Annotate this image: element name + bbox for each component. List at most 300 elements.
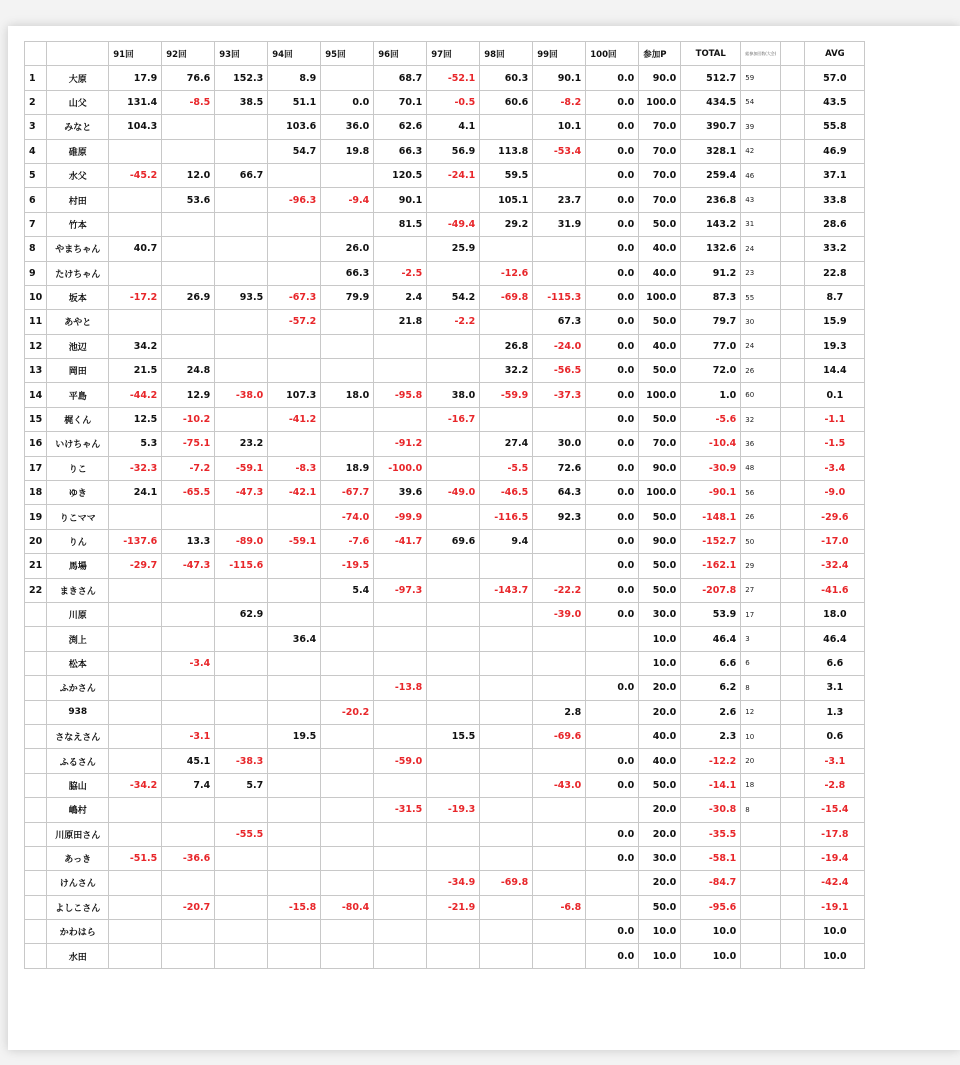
rank-cell <box>25 846 47 870</box>
average-cell: 55.8 <box>805 115 865 139</box>
round-score-cell <box>215 846 268 870</box>
round-score-cell <box>480 602 533 626</box>
blank-cell <box>781 554 805 578</box>
round-score-cell: -22.2 <box>533 578 586 602</box>
average-cell: -2.8 <box>805 773 865 797</box>
column-header: 92回 <box>162 42 215 66</box>
blank-cell <box>781 481 805 505</box>
games-played-cell: 54 <box>741 90 781 114</box>
round-score-cell <box>321 920 374 944</box>
rank-cell: 2 <box>25 90 47 114</box>
column-header: 総参加回数(大会) <box>741 42 781 66</box>
round-score-cell <box>268 261 321 285</box>
participation-points-cell: 70.0 <box>639 163 681 187</box>
participation-points-cell: 70.0 <box>639 188 681 212</box>
round-score-cell: -67.3 <box>268 285 321 309</box>
rank-cell: 20 <box>25 529 47 553</box>
round-score-cell: -115.3 <box>533 285 586 309</box>
round-score-cell: 54.2 <box>427 285 480 309</box>
round-score-cell: 0.0 <box>586 944 639 968</box>
participation-points-cell: 90.0 <box>639 456 681 480</box>
round-score-cell <box>162 334 215 358</box>
round-score-cell <box>533 871 586 895</box>
round-score-cell <box>268 432 321 456</box>
rank-cell <box>25 700 47 724</box>
round-score-cell <box>162 505 215 529</box>
table-row <box>25 334 865 358</box>
round-score-cell <box>215 871 268 895</box>
participation-points-cell: 20.0 <box>639 676 681 700</box>
round-score-cell: 0.0 <box>586 383 639 407</box>
round-score-cell: 9.4 <box>480 529 533 553</box>
round-score-cell: 93.5 <box>215 285 268 309</box>
blank-cell <box>781 383 805 407</box>
total-cell: 259.4 <box>681 163 741 187</box>
column-header: 100回 <box>586 42 639 66</box>
round-score-cell <box>480 554 533 578</box>
round-score-cell <box>321 651 374 675</box>
round-score-cell <box>586 798 639 822</box>
table-row <box>25 115 865 139</box>
round-score-cell <box>533 846 586 870</box>
round-score-cell <box>215 139 268 163</box>
player-name-cell: りん <box>47 529 109 553</box>
round-score-cell <box>321 773 374 797</box>
round-score-cell <box>268 798 321 822</box>
player-name-cell: やまちゃん <box>47 237 109 261</box>
player-name-cell: ふるさん <box>47 749 109 773</box>
rank-cell: 19 <box>25 505 47 529</box>
round-score-cell: 0.0 <box>586 602 639 626</box>
round-score-cell: -51.5 <box>109 846 162 870</box>
games-played-cell: 18 <box>741 773 781 797</box>
round-score-cell <box>427 359 480 383</box>
round-score-cell: -89.0 <box>215 529 268 553</box>
table-row <box>25 456 865 480</box>
average-cell: 0.6 <box>805 724 865 748</box>
average-cell: -41.6 <box>805 578 865 602</box>
round-score-cell: 0.0 <box>586 481 639 505</box>
round-score-cell: 104.3 <box>109 115 162 139</box>
games-played-cell: 36 <box>741 432 781 456</box>
round-score-cell <box>321 798 374 822</box>
round-score-cell: 56.9 <box>427 139 480 163</box>
games-played-cell: 24 <box>741 334 781 358</box>
round-score-cell <box>268 871 321 895</box>
games-played-cell: 55 <box>741 285 781 309</box>
round-score-cell: 107.3 <box>268 383 321 407</box>
table-row <box>25 749 865 773</box>
round-score-cell <box>215 407 268 431</box>
total-cell: -95.6 <box>681 895 741 919</box>
round-score-cell: 0.0 <box>586 773 639 797</box>
round-score-cell: 0.0 <box>586 578 639 602</box>
column-header: TOTAL <box>681 42 741 66</box>
total-cell: -30.9 <box>681 456 741 480</box>
participation-points-cell: 10.0 <box>639 944 681 968</box>
rank-cell <box>25 773 47 797</box>
round-score-cell <box>533 529 586 553</box>
blank-cell <box>781 700 805 724</box>
average-cell: -1.5 <box>805 432 865 456</box>
rank-cell: 10 <box>25 285 47 309</box>
round-score-cell <box>427 188 480 212</box>
total-cell: -12.2 <box>681 749 741 773</box>
column-header: 95回 <box>321 42 374 66</box>
round-score-cell <box>533 261 586 285</box>
round-score-cell <box>427 432 480 456</box>
round-score-cell <box>427 554 480 578</box>
round-score-cell: 62.6 <box>374 115 427 139</box>
table-row <box>25 432 865 456</box>
round-score-cell: -49.0 <box>427 481 480 505</box>
blank-cell <box>781 846 805 870</box>
round-score-cell: -74.0 <box>321 505 374 529</box>
round-score-cell <box>533 163 586 187</box>
round-score-cell <box>480 944 533 968</box>
round-score-cell: 36.4 <box>268 627 321 651</box>
player-name-cell: 池辺 <box>47 334 109 358</box>
round-score-cell: -10.2 <box>162 407 215 431</box>
round-score-cell <box>109 627 162 651</box>
round-score-cell: 19.8 <box>321 139 374 163</box>
round-score-cell <box>215 115 268 139</box>
round-score-cell: 18.9 <box>321 456 374 480</box>
round-score-cell <box>162 798 215 822</box>
round-score-cell <box>215 651 268 675</box>
average-cell: -15.4 <box>805 798 865 822</box>
round-score-cell <box>215 700 268 724</box>
blank-cell <box>781 578 805 602</box>
round-score-cell <box>586 627 639 651</box>
round-score-cell <box>109 724 162 748</box>
games-played-cell <box>741 920 781 944</box>
round-score-cell <box>374 359 427 383</box>
round-score-cell: 0.0 <box>586 261 639 285</box>
rank-cell <box>25 724 47 748</box>
average-cell: 43.5 <box>805 90 865 114</box>
round-score-cell: -31.5 <box>374 798 427 822</box>
round-score-cell: -8.2 <box>533 90 586 114</box>
round-score-cell: 24.8 <box>162 359 215 383</box>
round-score-cell: 54.7 <box>268 139 321 163</box>
average-cell: 46.9 <box>805 139 865 163</box>
round-score-cell: -20.2 <box>321 700 374 724</box>
round-score-cell <box>321 871 374 895</box>
average-cell: -32.4 <box>805 554 865 578</box>
blank-cell <box>781 359 805 383</box>
round-score-cell: -44.2 <box>109 383 162 407</box>
round-score-cell <box>480 700 533 724</box>
round-score-cell: -3.1 <box>162 724 215 748</box>
round-score-cell: 21.8 <box>374 310 427 334</box>
table-row <box>25 602 865 626</box>
round-score-cell: 2.4 <box>374 285 427 309</box>
round-score-cell <box>109 578 162 602</box>
player-name-cell: 脇山 <box>47 773 109 797</box>
total-cell: -58.1 <box>681 846 741 870</box>
round-score-cell: -47.3 <box>162 554 215 578</box>
round-score-cell: -137.6 <box>109 529 162 553</box>
round-score-cell <box>480 773 533 797</box>
round-score-cell <box>321 846 374 870</box>
round-score-cell <box>109 651 162 675</box>
average-cell: -29.6 <box>805 505 865 529</box>
round-score-cell <box>162 310 215 334</box>
table-row <box>25 920 865 944</box>
round-score-cell <box>162 139 215 163</box>
table-row <box>25 578 865 602</box>
rank-cell: 8 <box>25 237 47 261</box>
round-score-cell <box>480 310 533 334</box>
games-played-cell <box>741 822 781 846</box>
round-score-cell: 26.0 <box>321 237 374 261</box>
total-cell: -90.1 <box>681 481 741 505</box>
round-score-cell: -42.1 <box>268 481 321 505</box>
table-row <box>25 139 865 163</box>
average-cell: 37.1 <box>805 163 865 187</box>
round-score-cell <box>321 212 374 236</box>
round-score-cell <box>374 554 427 578</box>
round-score-cell: 0.0 <box>586 90 639 114</box>
round-score-cell: 32.2 <box>480 359 533 383</box>
total-cell: 328.1 <box>681 139 741 163</box>
table-header <box>25 42 865 66</box>
round-score-cell: 60.3 <box>480 66 533 90</box>
average-cell: 19.3 <box>805 334 865 358</box>
games-played-cell: 8 <box>741 676 781 700</box>
round-score-cell: -65.5 <box>162 481 215 505</box>
round-score-cell <box>162 627 215 651</box>
round-score-cell: 45.1 <box>162 749 215 773</box>
table-row <box>25 651 865 675</box>
round-score-cell <box>586 895 639 919</box>
round-score-cell <box>215 359 268 383</box>
average-cell: -42.4 <box>805 871 865 895</box>
rank-cell <box>25 676 47 700</box>
average-cell: 57.0 <box>805 66 865 90</box>
round-score-cell <box>480 798 533 822</box>
average-cell: 10.0 <box>805 920 865 944</box>
blank-cell <box>781 749 805 773</box>
round-score-cell: -24.1 <box>427 163 480 187</box>
rank-cell: 12 <box>25 334 47 358</box>
round-score-cell: 12.9 <box>162 383 215 407</box>
participation-points-cell: 90.0 <box>639 529 681 553</box>
column-header <box>25 42 47 66</box>
blank-cell <box>781 871 805 895</box>
round-score-cell: -38.3 <box>215 749 268 773</box>
player-name-cell: 大原 <box>47 66 109 90</box>
round-score-cell: -45.2 <box>109 163 162 187</box>
round-score-cell: -91.2 <box>374 432 427 456</box>
round-score-cell <box>215 188 268 212</box>
round-score-cell: 38.5 <box>215 90 268 114</box>
round-score-cell: -17.2 <box>109 285 162 309</box>
rank-cell: 14 <box>25 383 47 407</box>
round-score-cell: 0.0 <box>586 188 639 212</box>
round-score-cell: 2.8 <box>533 700 586 724</box>
participation-points-cell: 40.0 <box>639 261 681 285</box>
round-score-cell <box>533 920 586 944</box>
round-score-cell: -59.1 <box>215 456 268 480</box>
table-row <box>25 66 865 90</box>
round-score-cell <box>533 798 586 822</box>
player-name-cell: けんさん <box>47 871 109 895</box>
round-score-cell: 0.0 <box>586 407 639 431</box>
round-score-cell <box>480 407 533 431</box>
participation-points-cell: 100.0 <box>639 285 681 309</box>
round-score-cell <box>427 578 480 602</box>
round-score-cell <box>533 407 586 431</box>
total-cell: 79.7 <box>681 310 741 334</box>
round-score-cell <box>109 798 162 822</box>
column-header: 96回 <box>374 42 427 66</box>
round-score-cell <box>268 846 321 870</box>
round-score-cell: -19.3 <box>427 798 480 822</box>
round-score-cell: -37.3 <box>533 383 586 407</box>
round-score-cell <box>586 724 639 748</box>
table-row <box>25 237 865 261</box>
participation-points-cell: 50.0 <box>639 554 681 578</box>
round-score-cell: 131.4 <box>109 90 162 114</box>
player-name-cell: 碓原 <box>47 139 109 163</box>
player-name-cell: あっき <box>47 846 109 870</box>
round-score-cell: 30.0 <box>533 432 586 456</box>
round-score-cell <box>162 822 215 846</box>
round-score-cell: 23.2 <box>215 432 268 456</box>
round-score-cell <box>215 578 268 602</box>
player-name-cell: いけちゃん <box>47 432 109 456</box>
round-score-cell: -43.0 <box>533 773 586 797</box>
blank-cell <box>781 115 805 139</box>
average-cell: -17.8 <box>805 822 865 846</box>
player-name-cell: 水田 <box>47 944 109 968</box>
score-table <box>24 41 865 969</box>
total-cell: -207.8 <box>681 578 741 602</box>
round-score-cell: 29.2 <box>480 212 533 236</box>
rank-cell: 15 <box>25 407 47 431</box>
round-score-cell: -6.8 <box>533 895 586 919</box>
player-name-cell: ゆき <box>47 481 109 505</box>
round-score-cell <box>268 359 321 383</box>
table-row <box>25 627 865 651</box>
games-played-cell <box>741 871 781 895</box>
round-score-cell <box>321 822 374 846</box>
column-header: AVG <box>805 42 865 66</box>
participation-points-cell: 20.0 <box>639 798 681 822</box>
round-score-cell <box>109 700 162 724</box>
table-row <box>25 798 865 822</box>
column-header: 94回 <box>268 42 321 66</box>
rank-cell: 6 <box>25 188 47 212</box>
round-score-cell <box>215 627 268 651</box>
round-score-cell: -9.4 <box>321 188 374 212</box>
round-score-cell: -8.3 <box>268 456 321 480</box>
round-score-cell <box>427 627 480 651</box>
rank-cell <box>25 627 47 651</box>
round-score-cell: -59.0 <box>374 749 427 773</box>
participation-points-cell: 50.0 <box>639 578 681 602</box>
round-score-cell <box>374 822 427 846</box>
round-score-cell: 70.1 <box>374 90 427 114</box>
average-cell: 22.8 <box>805 261 865 285</box>
round-score-cell: 92.3 <box>533 505 586 529</box>
average-cell: -9.0 <box>805 481 865 505</box>
round-score-cell: 18.0 <box>321 383 374 407</box>
round-score-cell <box>215 237 268 261</box>
round-score-cell: -56.5 <box>533 359 586 383</box>
average-cell: 6.6 <box>805 651 865 675</box>
blank-cell <box>781 773 805 797</box>
total-cell: 132.6 <box>681 237 741 261</box>
average-cell: 33.8 <box>805 188 865 212</box>
round-score-cell: 51.1 <box>268 90 321 114</box>
games-played-cell: 12 <box>741 700 781 724</box>
round-score-cell: 39.6 <box>374 481 427 505</box>
blank-cell <box>781 334 805 358</box>
round-score-cell: -67.7 <box>321 481 374 505</box>
round-score-cell: -3.4 <box>162 651 215 675</box>
table-row <box>25 163 865 187</box>
player-name-cell: 水父 <box>47 163 109 187</box>
player-name-cell: 嶋村 <box>47 798 109 822</box>
round-score-cell <box>427 749 480 773</box>
round-score-cell <box>321 334 374 358</box>
rank-cell: 11 <box>25 310 47 334</box>
rank-cell <box>25 651 47 675</box>
round-score-cell: 0.0 <box>586 285 639 309</box>
round-score-cell <box>268 578 321 602</box>
average-cell: 3.1 <box>805 676 865 700</box>
round-score-cell <box>268 505 321 529</box>
round-score-cell <box>268 334 321 358</box>
round-score-cell <box>268 920 321 944</box>
round-score-cell <box>533 749 586 773</box>
blank-cell <box>781 676 805 700</box>
round-score-cell: -29.7 <box>109 554 162 578</box>
round-score-cell <box>533 627 586 651</box>
participation-points-cell: 10.0 <box>639 651 681 675</box>
games-played-cell: 10 <box>741 724 781 748</box>
round-score-cell <box>162 261 215 285</box>
round-score-cell: 0.0 <box>586 66 639 90</box>
round-score-cell <box>427 334 480 358</box>
blank-cell <box>781 310 805 334</box>
round-score-cell: -20.7 <box>162 895 215 919</box>
round-score-cell: -2.5 <box>374 261 427 285</box>
average-cell: -3.4 <box>805 456 865 480</box>
table-row <box>25 310 865 334</box>
games-played-cell: 27 <box>741 578 781 602</box>
round-score-cell <box>427 822 480 846</box>
average-cell: 10.0 <box>805 944 865 968</box>
participation-points-cell: 40.0 <box>639 334 681 358</box>
table-body <box>25 66 865 968</box>
total-cell: -84.7 <box>681 871 741 895</box>
participation-points-cell: 30.0 <box>639 602 681 626</box>
player-name-cell: 馬場 <box>47 554 109 578</box>
round-score-cell: 0.0 <box>586 310 639 334</box>
rank-cell: 13 <box>25 359 47 383</box>
round-score-cell: 36.0 <box>321 115 374 139</box>
round-score-cell <box>533 554 586 578</box>
average-cell: -3.1 <box>805 749 865 773</box>
games-played-cell: 46 <box>741 163 781 187</box>
round-score-cell: 0.0 <box>586 505 639 529</box>
round-score-cell <box>321 676 374 700</box>
round-score-cell: 59.5 <box>480 163 533 187</box>
